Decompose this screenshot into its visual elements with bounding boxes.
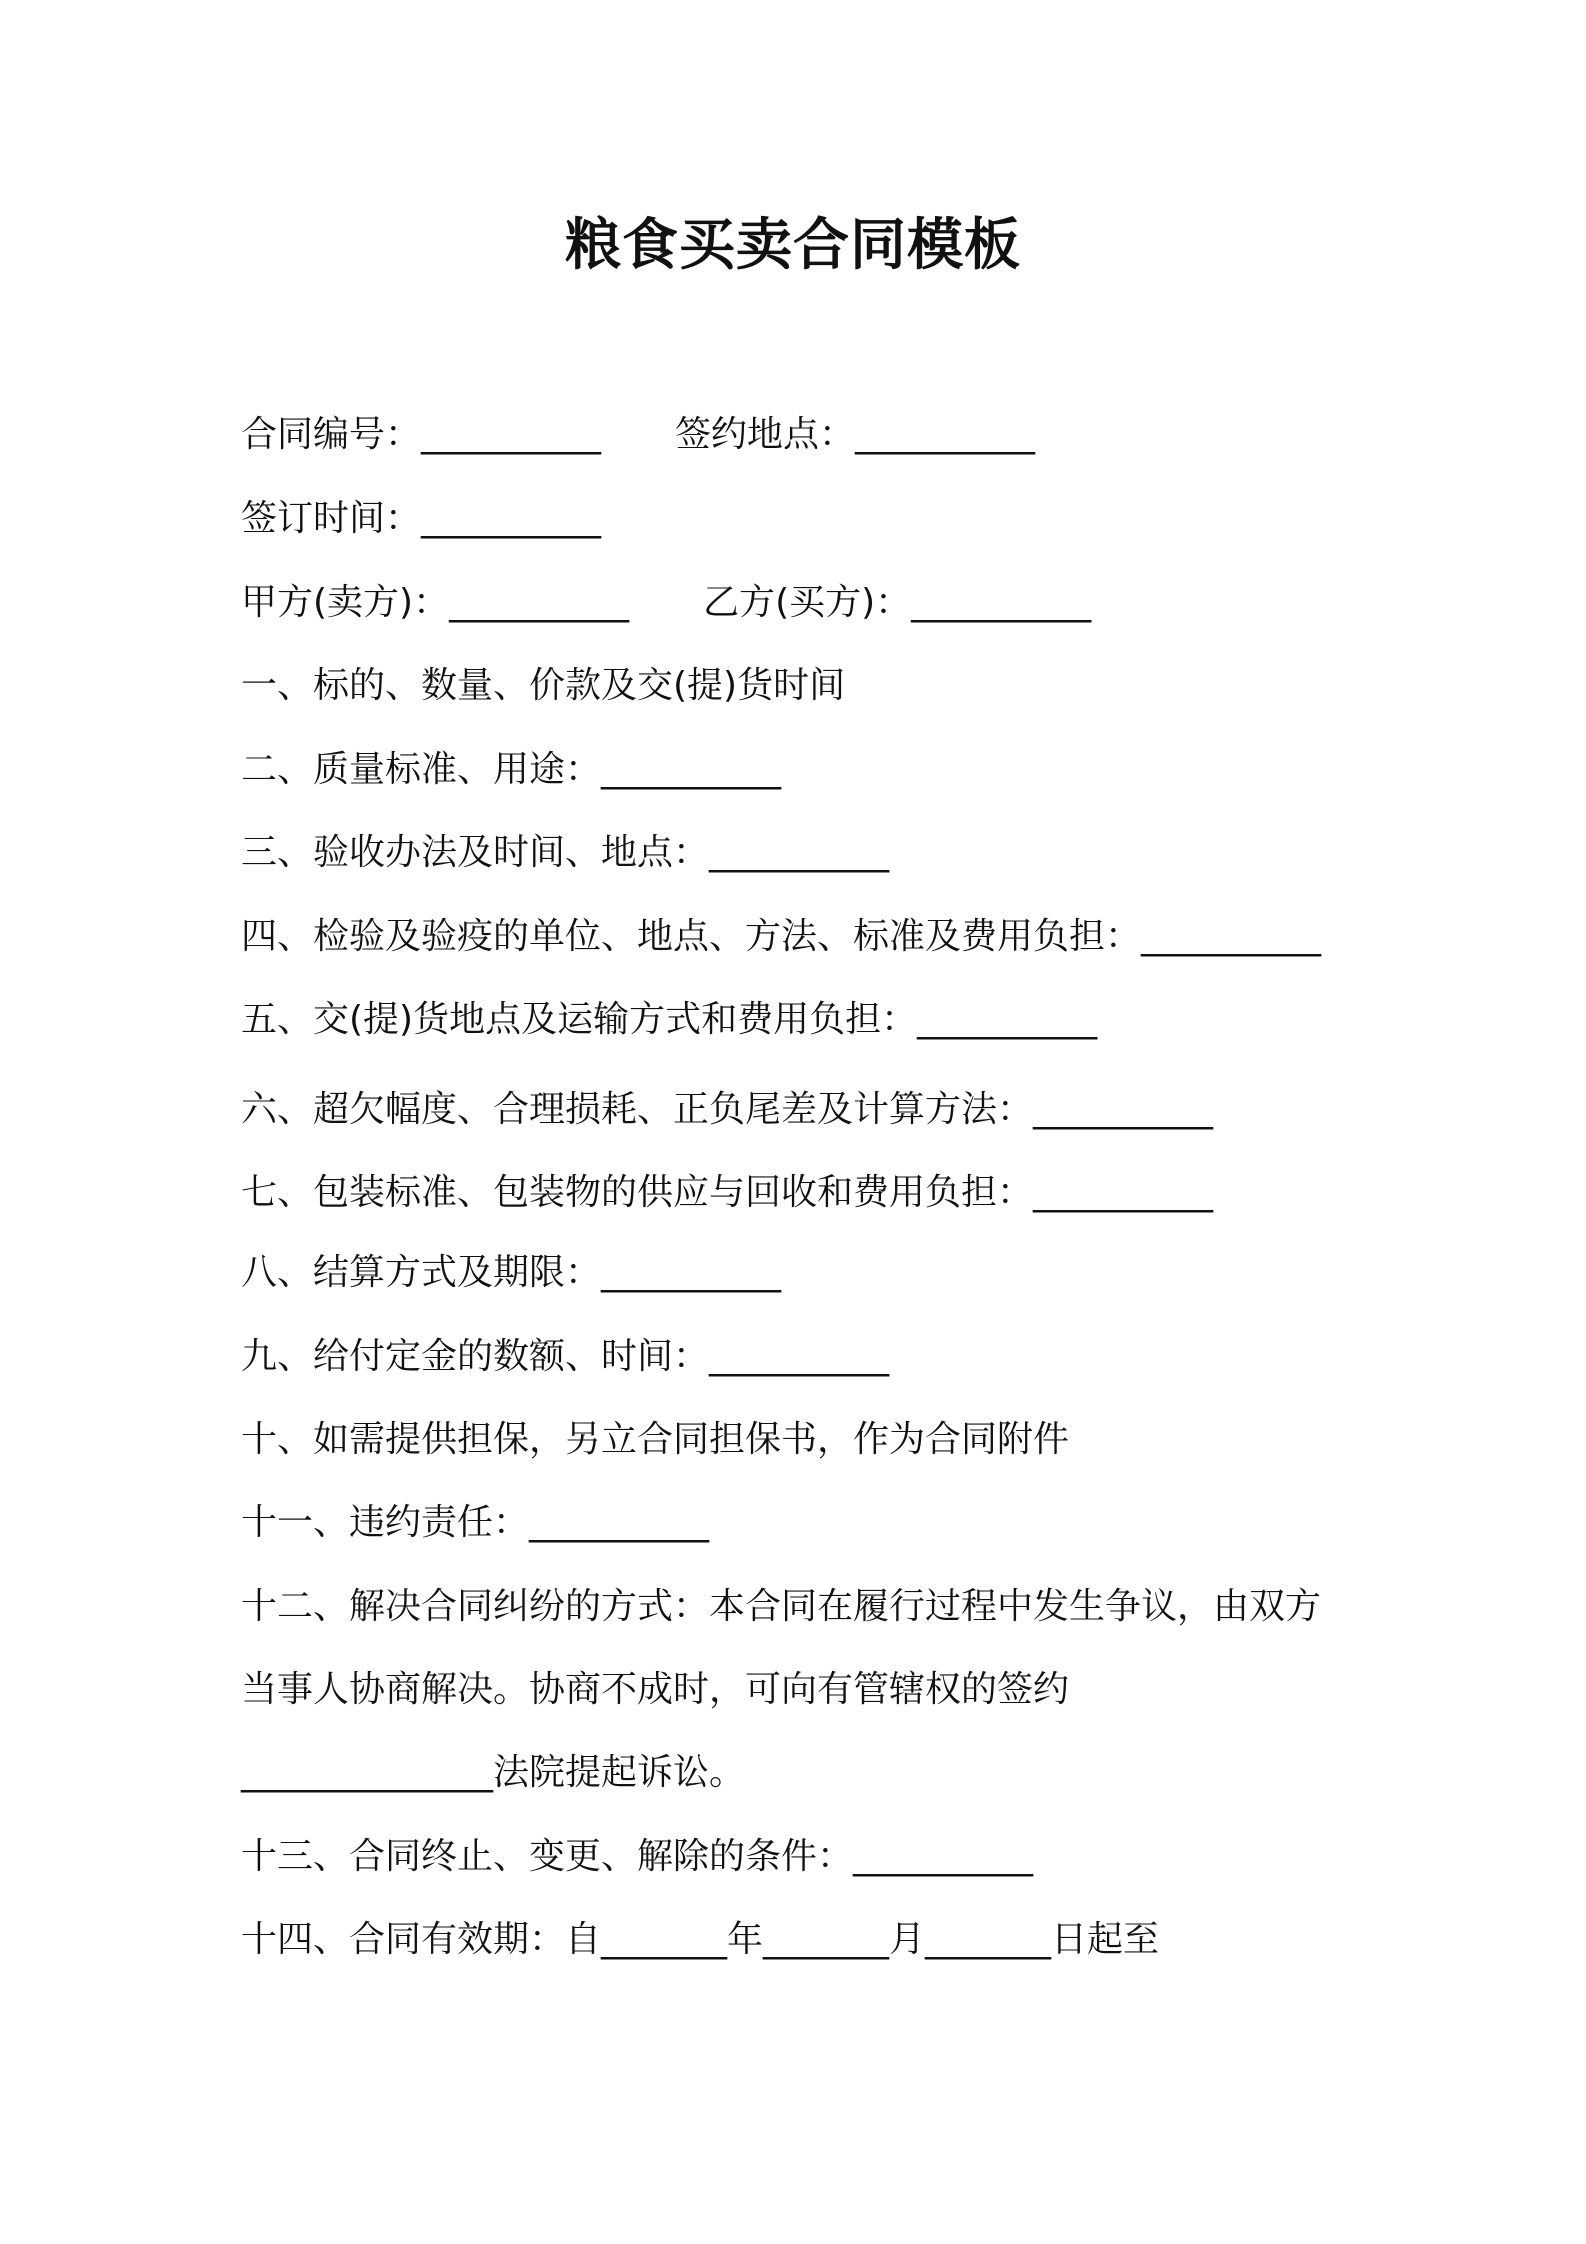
clause-9: 九、给付定金的数额、时间：__________ bbox=[241, 1336, 890, 1377]
clause-12-line-2: 当事人协商解决。协商不成时，可向有管辖权的签约 bbox=[241, 1669, 1070, 1710]
clause-5: 五、交(提)货地点及运输方式和费用负担：__________ bbox=[241, 999, 1098, 1040]
clause-8: 八、结算方式及期限：__________ bbox=[241, 1252, 782, 1293]
header-row-3 bbox=[241, 578, 1091, 628]
clause-13: 十三、合同终止、变更、解除的条件：__________ bbox=[241, 1836, 1034, 1877]
clause-4: 四、检验及验疫的单位、地点、方法、标准及费用负担：__________ bbox=[241, 916, 1322, 957]
clause-12-line-1: 十二、解决合同纠纷的方式：本合同在履行过程中发生争议，由双方 bbox=[241, 1586, 1322, 1627]
clause-6: 六、超欠幅度、合理损耗、正负尾差及计算方法：__________ bbox=[241, 1089, 1214, 1130]
document-title: 粮食买卖合同模板 bbox=[565, 213, 1021, 278]
sign-time-field: 签订时间：__________ bbox=[241, 498, 602, 539]
clause-1: 一、标的、数量、价款及交(提)货时间 bbox=[241, 665, 846, 706]
party-a-field: 甲方(卖方)：__________ bbox=[241, 582, 630, 623]
header-row-1 bbox=[241, 410, 1035, 460]
clause-2: 二、质量标准、用途：__________ bbox=[241, 749, 782, 790]
clause-3: 三、验收办法及时间、地点：__________ bbox=[241, 832, 890, 873]
clause-12-line-3: ______________法院提起诉讼。 bbox=[241, 1752, 746, 1793]
sign-place-field: 签约地点：__________ bbox=[675, 414, 1036, 455]
header-row-2 bbox=[241, 494, 601, 544]
clause-14: 十四、合同有效期：自_______年_______月_______日起至 bbox=[241, 1919, 1160, 1960]
clause-11: 十一、违约责任：__________ bbox=[241, 1502, 710, 1543]
clause-7: 七、包装标准、包装物的供应与回收和费用负担：__________ bbox=[241, 1172, 1214, 1213]
party-b-field: 乙方(买方)：__________ bbox=[703, 582, 1092, 623]
contract-number-field: 合同编号：__________ bbox=[241, 414, 602, 455]
clause-10: 十、如需提供担保，另立合同担保书，作为合同附件 bbox=[241, 1419, 1070, 1460]
